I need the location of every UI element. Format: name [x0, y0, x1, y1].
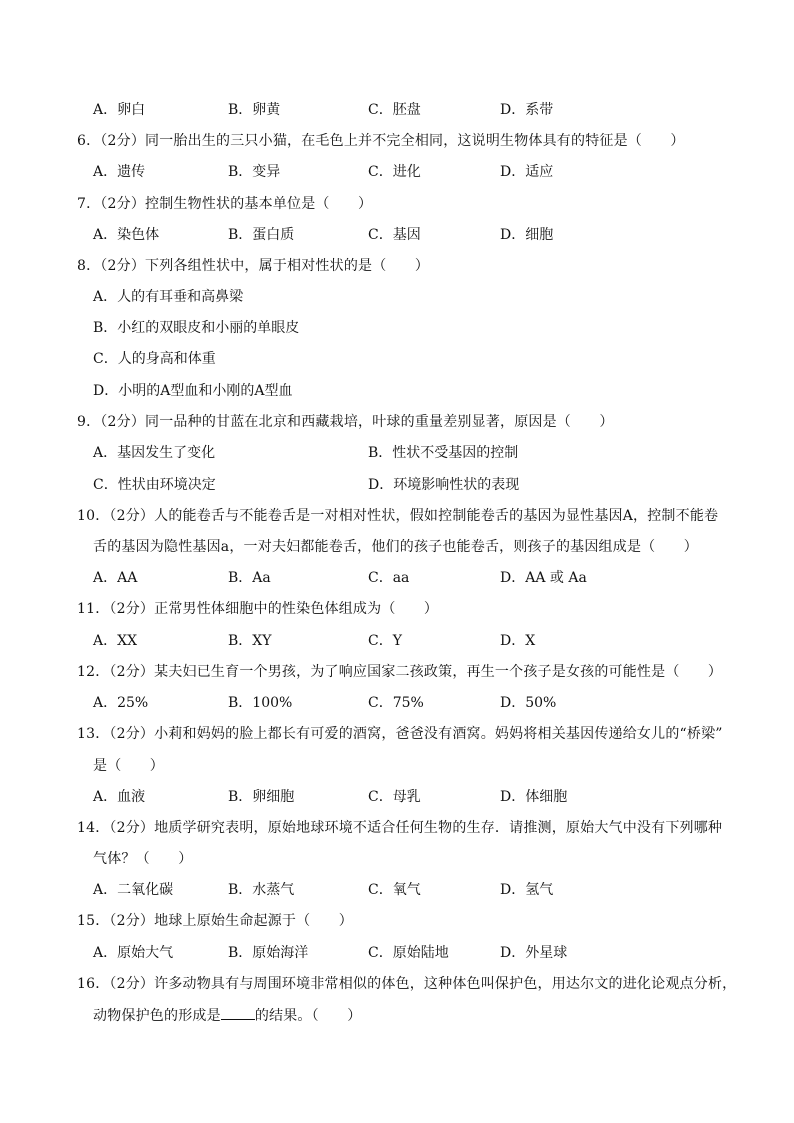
q10-option-a: A．AA	[93, 570, 138, 586]
q6-option-d: D．适应	[500, 164, 554, 180]
q7-option-a: A．染色体	[93, 227, 160, 243]
q16-stem-line2	[93, 1006, 361, 1025]
q14-option-b: B．水蒸气	[228, 882, 295, 898]
q9-option-b: B．性状不受基因的控制	[368, 445, 519, 461]
q13-option-b: B．卵细胞	[228, 789, 295, 805]
q16-stem-after-blank: 的结果。（ ）	[254, 1008, 362, 1024]
q16-stem-line1: 16．（2分）许多动物具有与周围环境非常相似的体色，这种体色叫保护色，用达尔文的进化论观点分析，	[77, 976, 737, 992]
q11-stem: 11．（2分）正常男性体细胞中的性染色体组成为（ ）	[77, 601, 439, 617]
q12-option-c: C．75%	[368, 695, 424, 711]
q5-option-a: A．卵白	[93, 102, 146, 118]
q8-option-a: A．人的有耳垂和高鼻梁	[93, 289, 244, 305]
q5-option-d: D．系带	[500, 102, 554, 118]
q13-option-a: A．血液	[93, 789, 146, 805]
q10-option-b: B．Aa	[228, 570, 271, 586]
q15-option-d: D．外星球	[500, 945, 568, 961]
q16-stem-before-blank: 动物保护色的形成是	[93, 1008, 221, 1024]
q14-stem-line1: 14．（2分）地质学研究表明，原始地球环境不适合任何生物的生存．请推测，原始大气中没有下列哪种	[77, 820, 723, 836]
q12-option-b: B．100%	[228, 695, 293, 711]
q8-option-d: D．小明的A型血和小刚的A型血	[93, 383, 293, 399]
q14-option-d: D．氢气	[500, 882, 554, 898]
q11-option-b: B．XY	[228, 633, 272, 649]
q11-option-a: A．XX	[93, 633, 138, 649]
q8-stem: 8．（2分）下列各组性状中，属于相对性状的是（ ）	[77, 258, 430, 274]
q9-stem: 9．（2分）同一品种的甘蓝在北京和西藏栽培，叶球的重量差别显著，原因是（ ）	[77, 414, 614, 430]
q6-option-a: A．遗传	[93, 164, 146, 180]
answer-blank[interactable]	[221, 1006, 255, 1020]
q12-stem: 12．（2分）某夫妇已生育一个男孩，为了响应国家二孩政策，再生一个孩子是女孩的可能性是（ ）	[77, 664, 723, 680]
q9-option-a: A．基因发生了变化	[93, 445, 216, 461]
q9-option-d: D．环境影响性状的表现	[368, 477, 520, 493]
q13-option-c: C．母乳	[368, 789, 421, 805]
q15-option-c: C．原始陆地	[368, 945, 449, 961]
q11-option-c: C．Y	[368, 633, 402, 649]
q11-option-d: D．X	[500, 633, 536, 649]
q8-option-b: B．小红的双眼皮和小丽的单眼皮	[93, 320, 300, 336]
q14-option-a: A．二氧化碳	[93, 882, 174, 898]
q7-option-b: B．蛋白质	[228, 227, 295, 243]
q10-stem-line1: 10．（2分）人的能卷舌与不能卷舌是一对相对性状，假如控制能卷舌的基因为显性基因A，控制不能卷	[77, 508, 719, 524]
q5-option-b: B．卵黄	[228, 102, 281, 118]
q14-option-c: C．氧气	[368, 882, 421, 898]
q15-stem: 15．（2分）地球上原始生命起源于（ ）	[77, 913, 353, 929]
q13-stem-line1: 13．（2分）小莉和妈妈的脸上都长有可爱的酒窝，爸爸没有酒窝。妈妈将相关基因传递给女儿的“桥梁”	[77, 726, 723, 742]
q10-option-c: C．aa	[368, 570, 410, 586]
q14-stem-line2: 气体？（ ）	[93, 851, 193, 867]
q9-option-c: C．性状由环境决定	[93, 477, 216, 493]
q7-option-d: D．细胞	[500, 227, 554, 243]
q15-option-b: B．原始海洋	[228, 945, 309, 961]
q15-option-a: A．原始大气	[93, 945, 174, 961]
q10-stem-line2: 舌的基因为隐性基因a，一对夫妇都能卷舌，他们的孩子也能卷舌，则孩子的基因组成是（ ）	[93, 539, 698, 555]
q6-stem: 6．（2分）同一胎出生的三只小猫，在毛色上并不完全相同，这说明生物体具有的特征是（ ）	[77, 133, 685, 149]
q10-option-d: D．AA 或 Aa	[500, 570, 587, 586]
q7-stem: 7．（2分）控制生物性状的基本单位是（ ）	[77, 196, 373, 212]
q13-stem-line2: 是（ ）	[93, 758, 164, 774]
q5-option-c: C．胚盘	[368, 102, 421, 118]
q6-option-b: B．变异	[228, 164, 281, 180]
q12-option-d: D．50%	[500, 695, 557, 711]
q12-option-a: A．25%	[93, 695, 149, 711]
q7-option-c: C．基因	[368, 227, 421, 243]
q13-option-d: D．体细胞	[500, 789, 568, 805]
q8-option-c: C．人的身高和体重	[93, 351, 216, 367]
q6-option-c: C．进化	[368, 164, 421, 180]
